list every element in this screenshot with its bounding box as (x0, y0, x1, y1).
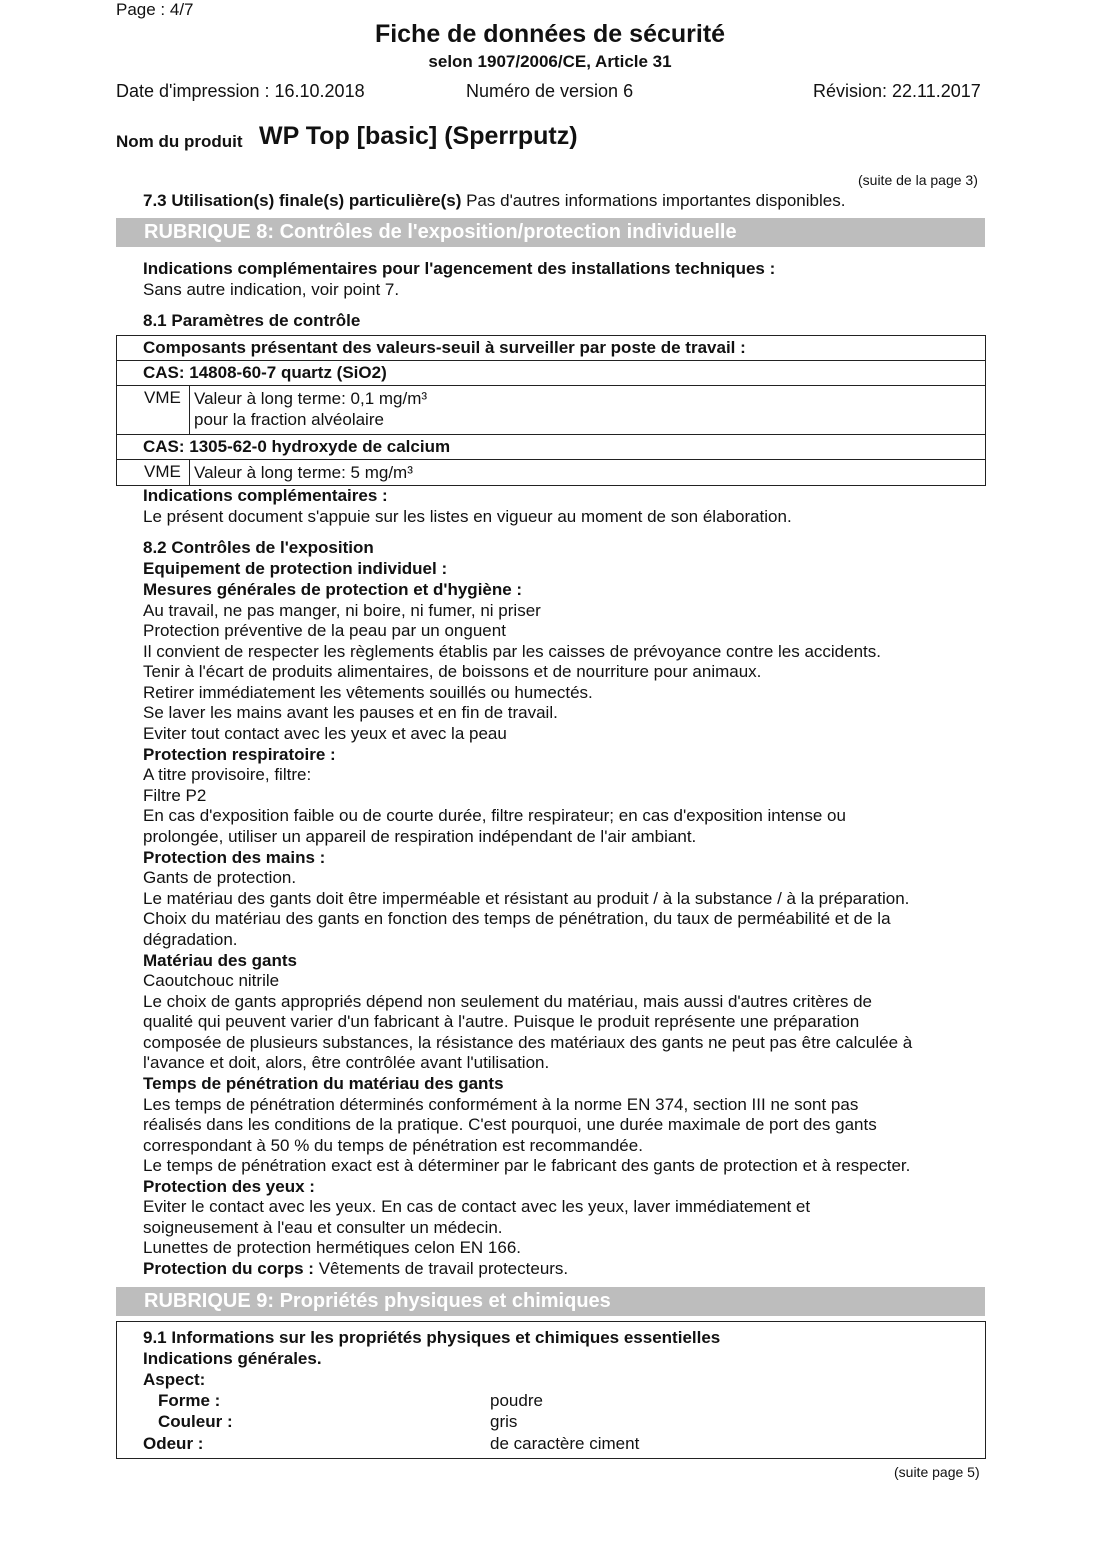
continued-from-note: (suite de la page 3) (858, 172, 978, 188)
hygiene-line: Se laver les mains avant les pauses et en fin de travail. (143, 703, 558, 722)
hygiene-line: Eviter tout contact avec les yeux et avec la peau (143, 724, 507, 743)
install-text: Sans autre indication, voir point 7. (143, 280, 400, 299)
section-9-1-title: 9.1 Informations sur les propriétés physiques et chimiques essentielles (143, 1328, 721, 1347)
hygiene-line: Retirer immédiatement les vêtements souillés ou humectés. (143, 683, 593, 702)
respiratory-line: Filtre P2 (143, 786, 207, 805)
section-8-heading: RUBRIQUE 8: Contrôles de l'exposition/protection individuelle (116, 218, 985, 247)
install-title: Indications complémentaires pour l'agencement des installations techniques : (143, 259, 776, 278)
hands-line: dégradation. (143, 930, 238, 949)
revision-date: Révision: 22.11.2017 (813, 81, 981, 101)
eyes-line: Eviter le contact avec les yeux. En cas de contact avec les yeux, laver immédiatement et (143, 1197, 811, 1216)
section-9-heading: RUBRIQUE 9: Propriétés physiques et chimiques (116, 1287, 985, 1316)
body-protection-text: Vêtements de travail protecteurs. (318, 1259, 569, 1278)
vme-label: VME (144, 388, 181, 407)
hygiene-title: Mesures générales de protection et d'hygiène : (143, 580, 523, 599)
column-divider (189, 386, 190, 434)
hands-line: Le matériau des gants doit être imperméable et résistant au produit / à la substance / à la préparation. (143, 889, 910, 908)
vme-calcium-value: Valeur à long terme: 5 mg/m³ (194, 463, 413, 482)
section-7-3 (143, 191, 845, 211)
gloves-line: composée de plusieurs substances, la résistance des matériaux des gants ne peut pas être calculée à (143, 1033, 913, 1052)
odeur-value: de caractère ciment (490, 1434, 640, 1453)
respiratory-title: Protection respiratoire : (143, 745, 336, 764)
cas-calcium-row: CAS: 1305-62-0 hydroxyde de calcium (117, 435, 985, 460)
vme-quartz-row (117, 386, 985, 435)
gloves-line: Le choix de gants appropriés dépend non seulement du matériau, mais aussi d'autres critères de (143, 992, 873, 1011)
forme-value: poudre (490, 1391, 543, 1410)
column-divider (189, 460, 190, 485)
vme-calcium-row (117, 460, 985, 485)
exposure-limits-table (116, 335, 986, 486)
general-indications: Indications générales. (143, 1349, 322, 1368)
version-number: Numéro de version 6 (466, 81, 634, 101)
respiratory-line: En cas d'exposition faible ou de courte durée, filtre respirateur; en cas d'exposition intense ou (143, 806, 846, 825)
epi-title: Equipement de protection individuel : (143, 559, 448, 578)
respiratory-line: A titre provisoire, filtre: (143, 765, 312, 784)
penetration-line: réalisés dans les conditions de la pratique. C'est pourquoi, une durée maximale de port des gants (143, 1115, 877, 1134)
document-subtitle: selon 1907/2006/CE, Article 31 (428, 52, 672, 71)
gloves-line: qualité qui peuvent varier d'un fabricant à l'autre. Puisque le produit représente une préparation (143, 1012, 860, 1031)
print-date: Date d'impression : 16.10.2018 (116, 81, 365, 101)
product-label: Nom du produit (116, 132, 243, 151)
body-protection (143, 1259, 568, 1279)
page-number: Page : 4/7 (116, 0, 194, 19)
vme-quartz-value (194, 388, 427, 430)
extra-indications-text: Le présent document s'appuie sur les listes en vigueur au moment de son élaboration. (143, 507, 792, 526)
respiratory-line: prolongée, utiliser un appareil de respiration indépendant de l'air ambiant. (143, 827, 697, 846)
section-7-3-text: Pas d'autres informations importantes disponibles. (466, 191, 846, 210)
couleur-label: Couleur : (158, 1412, 233, 1431)
product-name: WP Top [basic] (Sperrputz) (259, 122, 578, 150)
hygiene-line: Au travail, ne pas manger, ni boire, ni fumer, ni priser (143, 601, 541, 620)
vme-quartz-line-1: Valeur à long terme: 0,1 mg/m³ (194, 389, 428, 408)
section-8-2-title: 8.2 Contrôles de l'exposition (143, 538, 374, 557)
section-7-3-title: 7.3 Utilisation(s) finale(s) particulière(s) (143, 191, 462, 210)
gloves-line: l'avance et doit, alors, être contrôlée avant l'utilisation. (143, 1053, 550, 1072)
eyes-line: Lunettes de protection hermétiques celon EN 166. (143, 1238, 522, 1257)
hygiene-line: Il convient de respecter les règlements établis par les caisses de prévoyance contre les accidents. (143, 642, 881, 661)
couleur-value: gris (490, 1412, 518, 1431)
penetration-line: correspondant à 50 % du temps de pénétration est recommandée. (143, 1136, 643, 1155)
gloves-title: Matériau des gants (143, 951, 297, 970)
penetration-line: Les temps de pénétration déterminés conformément à la norme EN 374, section III ne sont pas (143, 1095, 859, 1114)
hygiene-line: Protection préventive de la peau par un onguent (143, 621, 506, 640)
penetration-line: Le temps de pénétration exact est à déterminer par le fabricant des gants de protection et à respecter. (143, 1156, 911, 1175)
vme-quartz-line-2: pour la fraction alvéolaire (194, 410, 384, 429)
table-header: Composants présentant des valeurs-seuil à surveiller par poste de travail : (117, 336, 985, 361)
eyes-line: soigneusement à l'eau et consulter un médecin. (143, 1218, 503, 1237)
odeur-label: Odeur : (143, 1434, 204, 1453)
hands-line: Gants de protection. (143, 868, 297, 887)
body-protection-title: Protection du corps : (143, 1259, 314, 1278)
vme-label: VME (144, 462, 181, 481)
forme-label: Forme : (158, 1391, 221, 1410)
extra-indications-title: Indications complémentaires : (143, 486, 388, 505)
eyes-title: Protection des yeux : (143, 1177, 315, 1196)
hygiene-line: Tenir à l'écart de produits alimentaires, de boissons et de nourriture pour animaux. (143, 662, 762, 681)
hands-title: Protection des mains : (143, 848, 326, 867)
gloves-line: Caoutchouc nitrile (143, 971, 280, 990)
continued-to-note: (suite page 5) (894, 1464, 980, 1480)
cas-quartz-row: CAS: 14808-60-7 quartz (SiO2) (117, 361, 985, 386)
hands-line: Choix du matériau des gants en fonction des temps de pénétration, du taux de perméabilité et de la (143, 909, 891, 928)
aspect-label: Aspect: (143, 1370, 206, 1389)
section-8-1-title: 8.1 Paramètres de contrôle (143, 311, 361, 330)
document-title: Fiche de données de sécurité (374, 20, 726, 48)
penetration-title: Temps de pénétration du matériau des gants (143, 1074, 504, 1093)
